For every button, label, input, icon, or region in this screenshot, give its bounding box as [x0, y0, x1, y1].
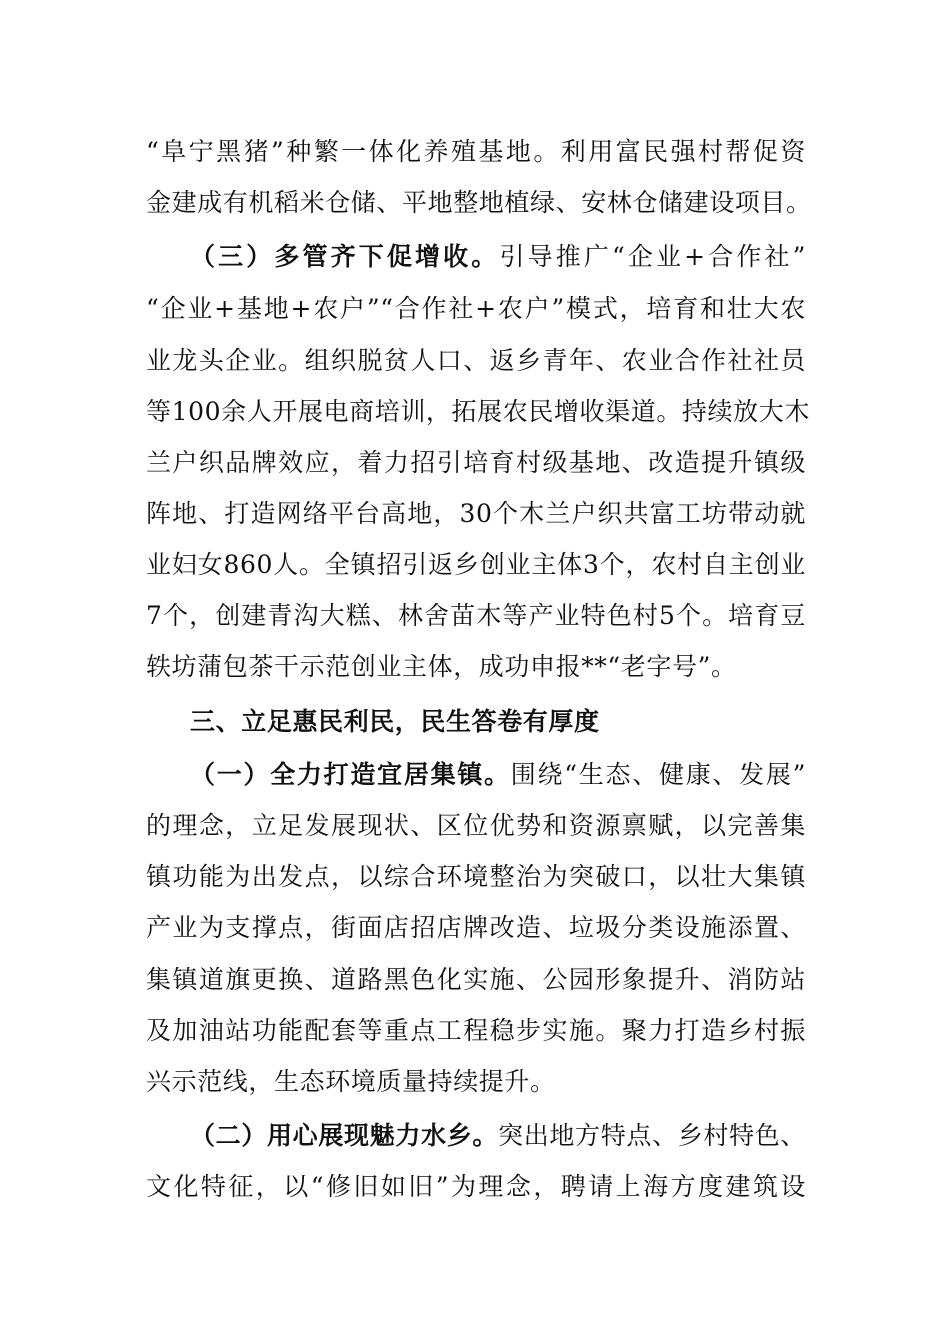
paragraph-line: 镇功能为出发点，以综合环境整治为突破口，以壮大集镇	[146, 862, 806, 891]
paragraph-line: 兴示范线，生态环境质量持续提升。	[146, 1067, 556, 1096]
paragraph-first-line	[190, 1116, 806, 1156]
paragraph-line: 金建成有机稻米仓储、平地整地植绿、安林仓储建设项目。	[146, 188, 812, 217]
paragraph-line: 等100余人开展电商培训，拓展农民增收渠道。持续放大木	[146, 397, 810, 426]
paragraph-line: 及加油站功能配套等重点工程稳步实施。聚力打造乡村振	[146, 1016, 806, 1045]
paragraph-text: 引导推广“企业+合作社”	[499, 242, 806, 271]
paragraph-line: “企业+基地+农户”“合作社+农户”模式，培育和壮大农	[146, 294, 806, 323]
paragraph-line: 产业为支撑点，街面店招店牌改造、垃圾分类设施添置、	[146, 913, 806, 942]
paragraph-line: 文化特征，以“修旧如旧”为理念，聘请上海方度建筑设	[146, 1172, 806, 1201]
paragraph-line: 7个，创建青沟大糕、林舍苗木等产业特色村5个。培育豆	[146, 601, 806, 630]
paragraph-first-line	[190, 237, 806, 277]
paragraph-line: 轶坊蒲包茶干示范创业主体，成功申报**“老字号”。	[146, 652, 737, 681]
paragraph-text: 围绕“生态、健康、发展”	[510, 760, 807, 789]
section-title: 三、立足惠民利民，民生答卷有厚度	[190, 707, 600, 736]
paragraph-line: 阵地、打造网络平台高地，30个木兰户织共富工坊带动就	[146, 499, 806, 528]
paragraph-heading: （二）用心展现魅力水乡。	[190, 1121, 499, 1150]
paragraph-text: 突出地方特点、乡村特色、	[498, 1121, 807, 1150]
paragraph-line: 业龙头企业。组织脱贫人口、返乡青年、农业合作社社员	[146, 346, 806, 375]
paragraph-line: 业妇女860人。全镇招引返乡创业主体3个，农村自主创业	[146, 550, 806, 579]
paragraph-first-line	[190, 755, 806, 795]
paragraph-line: “阜宁黑猪”种繁一体化养殖基地。利用富民强村帮促资	[146, 137, 806, 166]
paragraph-line: 的理念，立足发展现状、区位优势和资源禀赋，以完善集	[146, 811, 806, 840]
paragraph-heading: （三）多管齐下促增收。	[190, 242, 500, 271]
paragraph-line: 集镇道旗更换、道路黑色化实施、公园形象提升、消防站	[146, 965, 806, 994]
paragraph-heading: （一）全力打造宜居集镇。	[190, 760, 511, 789]
paragraph-line: 兰户织品牌效应，着力招引培育村级基地、改造提升镇级	[146, 448, 806, 477]
